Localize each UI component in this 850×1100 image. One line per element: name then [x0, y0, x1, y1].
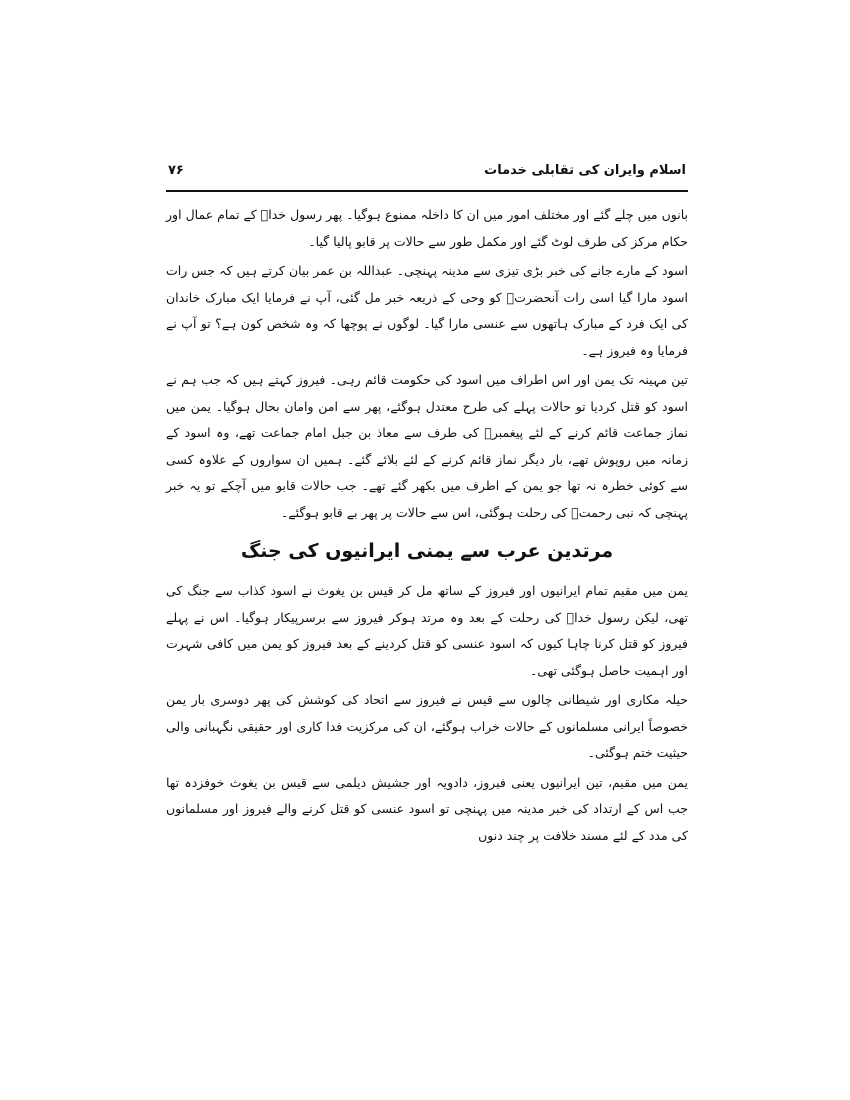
running-title: اسلام وایران کی تقابلی خدمات	[484, 162, 686, 178]
page-number: ۷۶	[168, 162, 184, 178]
paragraph: تین مہینہ تک یمن اور اس اطراف میں اسود کی حکومت قائم رہی۔ فیروز کہتے ہیں کہ جب ہم نے اسود کو قتل کردیا تو حالات پہلے کی طرح معتدل ہوگئے، پھر سے امن وامان بحال ہوگیا۔ یمن میں نماز جماعت قائم کرنے کے لئے پیغمبرؐ کی طرف سے معاذ بن جبل امام جماعت تھے، وہ اسود کے زمانہ میں روپوش تھے، بار دیگر نماز قائم کرنے کے لئے بلائے گئے۔ ہمیں ان سواروں کے علاوہ کسی سے کوئی خطرہ نہ تھا جو یمن کے اطرف میں بکھر گئے تھے۔ جب حالات قابو میں آچکے تو یہ خبر پہنچی کہ نبی رحمتؐ کی رحلت ہوگئی، اس سے حالات پر پھر بے قابو ہوگئے۔	[166, 372, 688, 520]
paragraph: اسود کے مارے جانے کی خبر بڑی تیزی سے مدینہ پہنچی۔ عبداللہ بن عمر بیان کرتے ہیں کہ جس رات اسود مارا گیا اسی رات آنحضرتؐ کو وحی کے ذریعہ خبر مل گئی، آپ نے فرمایا ایک مبارک خاندان کی ایک فرد کے مبارک ہاتھوں سے عنسی مارا گیا۔ لوگوں نے پوچھا کہ وہ شخص کون ہے؟ تو آپ نے فرمایا وہ فیروز ہے۔	[166, 263, 688, 358]
paragraph: یمن میں مقیم تمام ایرانیوں اور فیروز کے ساتھ مل کر قیس بن یغوث نے اسود کذاب سے جنگ کی تھی، لیکن رسول خداؐ کی رحلت کے بعد وہ مرتد ہوکر فیروز سے برسرپیکار ہوگیا۔ اس نے پہلے فیروز کو قتل کرنا چاہا کیوں کہ اسود عنسی کو قتل کردینے کے بعد فیروز کو یمن میں کافی شہرت اور اہمیت حاصل ہوگئی تھی۔	[166, 583, 688, 678]
paragraph: یمن میں مقیم، تین ایرانیوں یعنی فیروز، دادویہ اور جشیش دیلمی سے قیس بن یغوث خوفزدہ تھا جب اس کے ارتداد کی خبر مدینہ میں پہنچی تو اسود عنسی کو قتل کرنے والے فیروز اور مسلمانوں کی مدد کے لئے مسند خلافت پر چند دنوں	[166, 774, 688, 843]
paragraph: حیلہ مکاری اور شیطانی چالوں سے قیس نے فیروز سے اتحاد کی کوشش کی پھر دوسری بار یمن خصوصاً ایرانی مسلمانوں کے حالات خراب ہوگئے، ان کی مرکزیت فدا کاری اور حقیقی نگہبانی والی حیثیت ختم ہوگئی۔	[166, 692, 688, 760]
paragraph: بانوں میں چلے گئے اور مختلف امور میں ان کا داخلہ ممنوع ہوگیا۔ پھر رسول خداؐ کے تمام عمال اور حکام مرکز کی طرف لوٹ گئے اور مکمل طور سے حالات پر قابو پالیا گیا۔	[166, 207, 688, 249]
running-header	[168, 155, 686, 185]
section-heading: مرتدین عرب سے یمنی ایرانیوں کی جنگ	[240, 540, 614, 562]
header-divider	[166, 190, 688, 192]
body-text	[166, 202, 688, 852]
